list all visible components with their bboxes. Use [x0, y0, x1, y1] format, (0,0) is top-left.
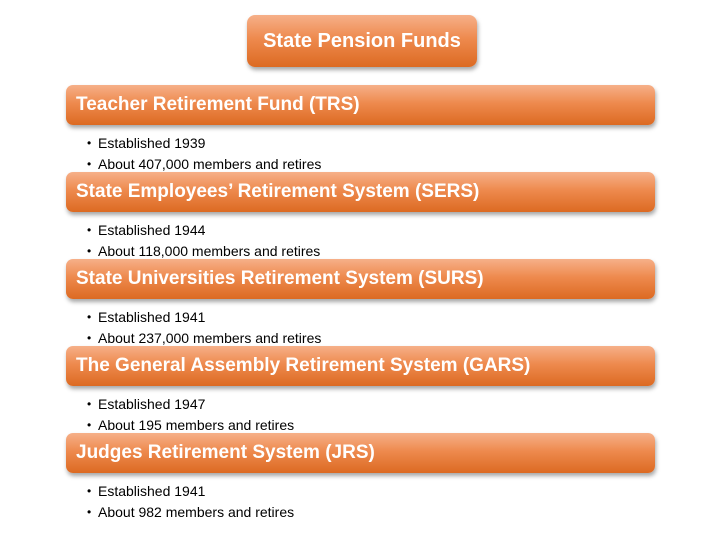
bullet-icon: • [87, 244, 92, 258]
fund-header: State Universities Retirement System (SURS) [66, 259, 655, 299]
list-item [87, 481, 655, 502]
detail-text: Established 1944 [98, 222, 206, 238]
bullet-icon: • [87, 310, 92, 324]
fund-details-list [87, 220, 655, 262]
bullet-icon: • [87, 223, 92, 237]
fund-header: Judges Retirement System (JRS) [66, 433, 655, 473]
detail-text: Established 1939 [98, 135, 206, 151]
list-item [87, 133, 655, 154]
fund-header: The General Assembly Retirement System (GARS) [66, 346, 655, 386]
detail-text: Established 1941 [98, 309, 206, 325]
diagram-title [247, 15, 477, 67]
diagram-title-text: State Pension Funds [263, 29, 461, 52]
detail-text: Established 1947 [98, 396, 206, 412]
bullet-icon: • [87, 397, 92, 411]
detail-text: About 982 members and retires [98, 504, 295, 520]
fund-block-jrs [66, 433, 655, 523]
fund-block-trs [66, 85, 655, 175]
fund-details-list [87, 481, 655, 523]
detail-text: Established 1941 [98, 483, 206, 499]
fund-details-list [87, 394, 655, 436]
bullet-icon: • [87, 484, 92, 498]
list-item [87, 502, 655, 523]
detail-text: About 195 members and retires [98, 417, 295, 433]
bullet-icon: • [87, 157, 92, 171]
list-item [87, 394, 655, 415]
bullet-icon: • [87, 505, 92, 519]
detail-text: About 237,000 members and retires [98, 330, 322, 346]
bullet-icon: • [87, 331, 92, 345]
list-item [87, 220, 655, 241]
fund-block-surs [66, 259, 655, 349]
fund-header: Teacher Retirement Fund (TRS) [66, 85, 655, 125]
fund-header: State Employees’ Retirement System (SERS) [66, 172, 655, 212]
detail-text: About 407,000 members and retires [98, 156, 322, 172]
list-item [87, 307, 655, 328]
bullet-icon: • [87, 136, 92, 150]
fund-details-list [87, 133, 655, 175]
detail-text: About 118,000 members and retires [98, 243, 321, 259]
fund-block-sers [66, 172, 655, 262]
fund-details-list [87, 307, 655, 349]
bullet-icon: • [87, 418, 92, 432]
fund-block-gars [66, 346, 655, 436]
